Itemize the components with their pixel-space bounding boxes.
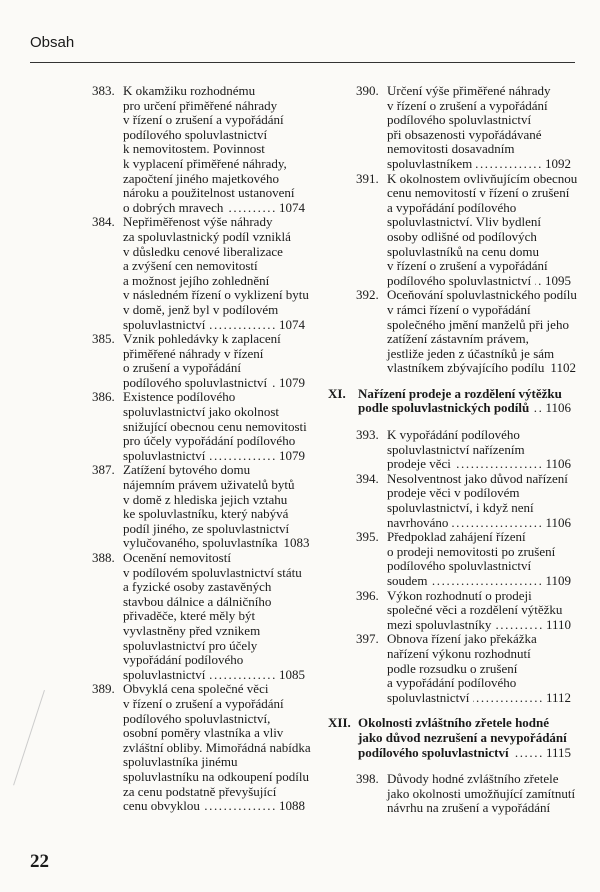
header-rule [30,62,575,63]
entry-text-line: v následném řízení o vyklizení bytu [123,287,309,303]
page-reference: 1085 [279,666,305,682]
entry-text-line: v řízení o zrušení a vypořádání [123,112,284,128]
entry-text-line: přivaděče, které měly být [123,608,256,624]
entry-text-line: pro určení přiměřené náhrady [123,97,278,113]
page-reference: 1102 [550,360,576,376]
page-reference: 1106 [545,400,571,416]
entry-text-line: Nepřiměřenost výše náhrady [123,214,273,230]
entry-text-line: při obsazenosti vypořádávané [387,126,542,142]
entry-text-line: spoluvlastníků na cenu domu [387,243,540,259]
toc-left-column [92,83,311,814]
entry-text-line: podílového spoluvlastnictví [387,558,532,574]
dot-leader [209,318,277,333]
entry-text-line: v řízení o zrušení a vypořádání [123,695,284,711]
entry-text-line: prodeje věci v podílovém [387,485,520,501]
entry-last-line [387,691,571,706]
entry-text-line: v řízení o zrušení a vypořádání [387,97,548,113]
entry-number: 385. [92,331,115,347]
entry-last-line [123,449,305,464]
toc-entry [356,589,571,633]
entry-text-line: spoluvlastnictví. Vliv bydlení [387,214,541,230]
entry-text-line: podílového spoluvlastnictví [123,126,268,142]
page-reference: 1083 [283,535,310,551]
entry-text-line: ke spoluvlastníku, který nabývá [123,506,289,522]
page-reference: 1092 [545,155,571,171]
entry-text-line: podílového spoluvlastnictví [123,374,268,390]
entry-text-line: spoluvlastnictví, i když není [387,500,534,516]
running-header: Obsah [30,34,75,51]
entry-text-line: Důvody hodné zvláštního zřetele [387,771,559,787]
entry-text-line: podíl jiného, ze spoluvlastnictví [123,520,290,536]
entry-number: 396. [356,587,379,603]
entry-text-line: a vypořádání podílového [387,675,517,691]
page-reference: 1109 [545,573,571,588]
entry-text-line: zvláštní obliby. Mimořádná nabídka [123,739,311,755]
entry-number: 391. [356,170,379,186]
entry-text-line: Výkon rozhodnutí o prodeji [387,587,532,603]
toc-entry [356,287,577,376]
entry-number: 393. [356,427,379,443]
toc-entry [92,390,305,463]
entry-last-line [123,376,305,391]
toc-right-column [328,83,578,816]
dot-leader [209,449,277,464]
entry-last-line [123,799,305,814]
page-reference: 1106 [545,456,571,472]
entry-text-line: navrhováno [387,514,449,530]
entry-text-line: nájemním právem uživatelů bytů [123,477,295,493]
entry-text-line: v důsledku cenové liberalizace [123,243,283,259]
margin-pencil-mark [13,690,45,785]
entry-last-line [387,157,571,172]
entry-number: 392. [356,287,379,303]
entry-text-line: K okolnostem ovlivňujícím obecnou [387,170,578,186]
entry-text-line: jestliže jeden z účastníků je sám [387,345,555,361]
entry-last-line [123,535,310,551]
entry-text-line: prodeje věci [387,456,451,472]
toc-entry [92,214,309,332]
entry-text-line: spoluvlastnictví nařízením [387,441,525,457]
entry-number: 397. [356,631,379,647]
entry-text-line: K vypořádání podílového [387,427,520,443]
entry-last-line [387,516,571,531]
entry-text-line: K okamžiku rozhodnému [123,83,256,98]
entry-text-line: cenu obvyklou [123,798,200,814]
entry-text-line: v rámci řízení o vypořádání [387,301,531,317]
entry-last-line [387,274,571,289]
toc-entry [356,472,571,530]
entry-text-line: k vyplacení přiměřené náhrady, [123,155,287,171]
entry-text-line: započtení jiného majetkového [123,170,279,186]
entry-text-line: nařízení výkonu rozhodnutí [387,645,531,661]
section-number: XII. [328,715,351,731]
entry-text-line: spoluvlastnictví [123,666,206,682]
entry-text-line: pro účely vypořádání podílového [123,433,296,449]
entry-last-line [358,401,571,416]
entry-last-line [387,618,571,633]
entry-text-line: spoluvlastnictví pro účely [123,637,258,653]
page-reference: 1088 [279,798,305,814]
entry-text-line: podle rozsudku o zrušení [387,660,518,676]
entry-text-line: snižující obecnou cenu nemovitosti [123,418,307,434]
dot-leader [513,746,544,761]
entry-text-line: podílového spoluvlastnictví, [123,710,271,726]
entry-number: 388. [92,550,115,565]
entry-text-line: v domě, jenž byl v podílovém [123,301,279,317]
entry-text-line: Nařízení prodeje a rozdělení výtěžku [358,385,562,401]
page-reference: 1079 [279,447,305,463]
entry-text-line: vylučovaného, spoluvlastníka [123,535,278,551]
entry-text-line: vlastníkem zbývajícího podílu [387,360,545,376]
entry-text-line: nemovitosti dosavadním [387,141,515,157]
toc-entry [356,84,571,172]
entry-number: 389. [92,681,115,697]
dot-leader [227,201,277,216]
toc-section-heading [328,716,571,760]
entry-number: 386. [92,389,115,405]
entry-number: 390. [356,83,379,98]
entry-last-line [387,457,571,472]
entry-last-line [123,318,305,333]
toc-entry [92,332,305,390]
entry-text-line: za spoluvlastnický podíl vzniklá [123,228,291,244]
entry-last-line [387,574,571,589]
entry-text-line: Existence podílového [123,389,236,405]
dot-leader [533,401,543,416]
entry-text-line: stavbou dálnice a dálničního [123,593,272,609]
page-reference: 1112 [545,689,571,705]
entry-last-line [123,668,305,683]
entry-text-line: cenu nemovitostí v řízení o zrušení [387,185,570,201]
entry-text-line: podle spoluvlastnických podílů [358,400,530,416]
entry-text-line: a zvýšení cen nemovitostí [123,258,258,274]
dot-leader [271,376,277,391]
toc-entry [92,551,305,682]
entry-text-line: Určení výše přiměřené náhrady [387,83,551,98]
entry-text-line: osoby odlišné od podílových [387,228,537,244]
entry-text-line: v řízení o zrušení a vypořádání [387,258,548,274]
entry-text-line: podílového spoluvlastnictví [387,272,532,288]
entry-text-line: a možnost jejího zohlednění [123,272,270,288]
entry-last-line [123,201,305,216]
entry-text-line: o zrušení a vypořádání [123,360,242,376]
entry-text-line: zatížení zástavním právem, [387,331,529,347]
dot-leader [535,274,543,289]
page-reference: 1079 [279,374,305,390]
dot-leader [495,618,544,633]
entry-text-line: spoluvlastnictví [123,316,206,332]
toc-entry [92,462,310,551]
entry-text-line: o dobrých mravech [123,199,224,215]
entry-text-line: vyvlastněny před vznikem [123,622,261,638]
toc-section-heading [328,387,571,416]
dot-leader [431,574,543,589]
entry-text-line: podílového spoluvlastnictví [358,744,509,760]
entry-text-line: osobní poměry vlastníka a vliv [123,725,284,741]
entry-text-line: Okolnosti zvláštního zřetele hodné [358,715,550,731]
entry-text-line: podílového spoluvlastnictví [387,112,532,128]
entry-text-line: Zatížení bytového domu [123,462,251,478]
entry-last-line [387,360,576,376]
entry-text-line: Nesolventnost jako důvod nařízení [387,470,568,486]
entry-text-line: spoluvlastnictví jako okolnost [123,404,279,420]
toc-entry [356,632,571,705]
entry-text-line: v domě z hlediska jejich vztahu [123,491,288,507]
dot-leader [455,457,544,472]
entry-text-line: k nemovitostem. Povinnost [123,141,265,157]
entry-text-line: Předpoklad zahájení řízení [387,529,526,545]
dot-leader [209,668,277,683]
entry-number: 398. [356,771,379,787]
toc-entry [356,428,571,472]
entry-text-line: mezi spoluvlastníky [387,616,492,632]
entry-text-line: spoluvlastníkem [387,155,473,171]
dot-leader [204,799,277,814]
entry-text-line: v podílovém spoluvlastnictví státu [123,564,302,580]
toc-entry [92,681,311,814]
page-number: 22 [30,851,49,872]
toc-entry [356,771,576,816]
dot-leader [473,691,544,706]
entry-text-line: společného jmění manželů při jeho [387,316,569,332]
entry-text-line: Oceňování spoluvlastnického podílu [387,287,577,303]
entry-text-line: nároku a použitelnost ustanovení [123,185,295,201]
entry-text-line: Ocenění nemovitostí [123,550,231,565]
page-reference: 1074 [279,316,305,332]
page-reference: 1106 [545,514,571,530]
entry-number: 394. [356,470,379,486]
entry-text-line: Obvyklá cena společné věci [123,681,269,697]
entry-text-line: a fyzické osoby zastavěných [123,579,272,595]
toc-entry [356,170,578,289]
entry-text-line: spoluvlastníka jinému [123,754,238,770]
entry-text-line: Obnova řízení jako překážka [387,631,537,647]
entry-text-line: o prodeji nemovitosti po zrušení [387,543,556,559]
entry-number: 387. [92,462,115,478]
toc-entry [92,84,305,215]
page-reference: 1095 [545,272,571,288]
entry-text-line: Vznik pohledávky k zaplacení [123,331,281,347]
entry-text-line: vypořádání podílového [123,652,244,668]
page-reference: 1110 [545,616,571,632]
entry-text-line: spoluvlastnictví [123,447,206,463]
entry-number: 395. [356,529,379,545]
entry-text-line: jako důvod nezrušení a nevypořádání [358,729,567,745]
entry-text-line: přiměřené náhrady v řízení [123,345,264,361]
entry-last-line [358,746,571,761]
dot-leader [452,516,543,531]
page-reference: 1115 [545,744,571,760]
entry-text-line: návrhu na zrušení a vypořádání [387,800,551,816]
entry-text-line: soudem [387,573,428,588]
entry-number: 383. [92,83,115,98]
entry-text-line: jako okolnosti umožňující zamítnutí [387,785,576,801]
entry-text-line: spoluvlastníku na odkoupení podílu [123,768,309,784]
entry-text-line: a vypořádání podílového [387,199,517,215]
dot-leader [476,157,543,172]
page-reference: 1074 [279,199,305,215]
entry-text-line: společné věci a rozdělení výtěžku [387,602,563,618]
section-number: XI. [328,385,346,401]
toc-entry [356,530,571,588]
entry-text-line: spoluvlastnictví [387,689,470,705]
entry-number: 384. [92,214,115,230]
entry-text-line: za cenu podstatně převyšující [123,783,277,799]
